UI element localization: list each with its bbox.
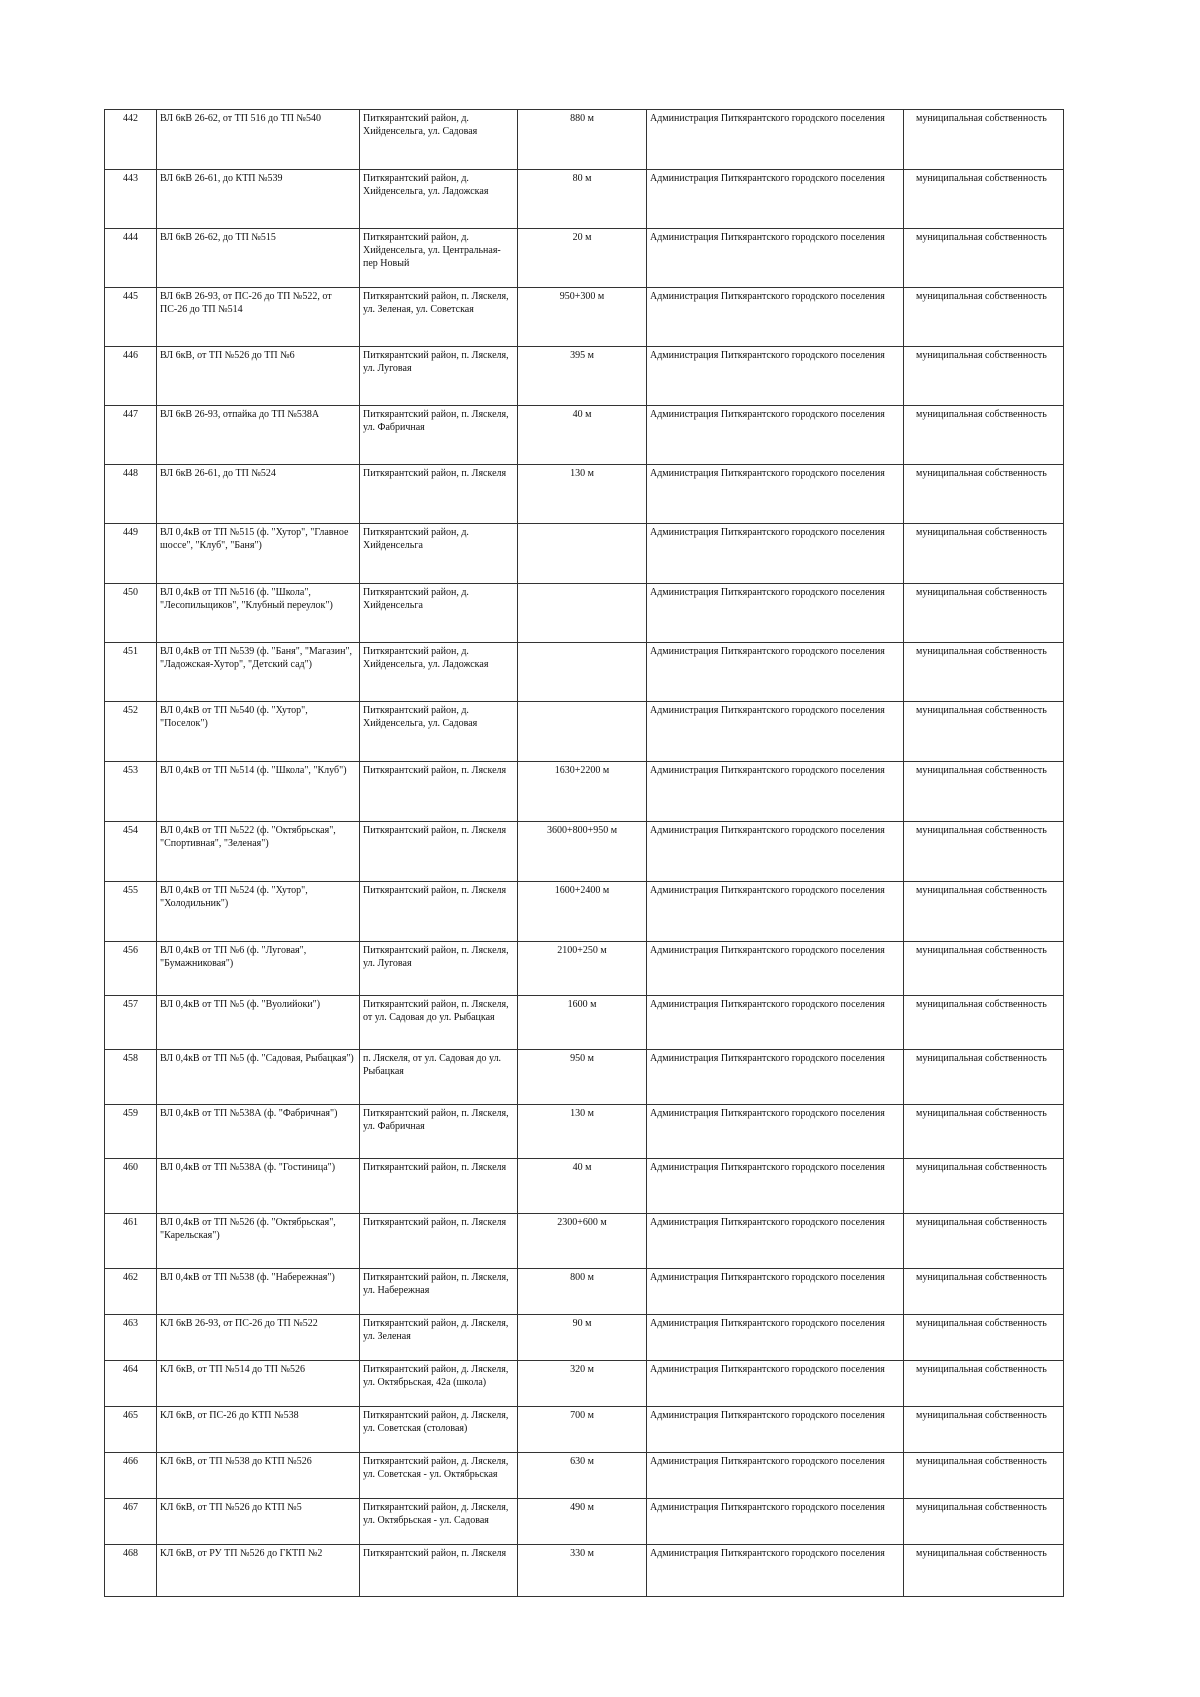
- cell-address: Питкярантский район, п. Ляскеля: [360, 822, 518, 882]
- cell-name: ВЛ 0,4кВ от ТП №538 (ф. "Набережная"): [157, 1269, 360, 1315]
- cell-length: 3600+800+950 м: [518, 822, 647, 882]
- cell-owner: Администрация Питкярантского городского поселения: [647, 288, 904, 347]
- table-row: [105, 229, 1064, 288]
- cell-name: КЛ 6кВ, от РУ ТП №526 до ГКТП №2: [157, 1545, 360, 1597]
- cell-owner: Администрация Питкярантского городского поселения: [647, 1214, 904, 1269]
- cell-address: Питкярантский район, п. Ляскеля, ул. Зеленая, ул. Советская: [360, 288, 518, 347]
- cell-length: 1630+2200 м: [518, 762, 647, 822]
- cell-right: муниципальная собственность: [904, 1050, 1064, 1105]
- cell-name: ВЛ 0,4кВ от ТП №5 (ф. "Садовая, Рыбацкая"): [157, 1050, 360, 1105]
- cell-length: [518, 584, 647, 643]
- cell-name: КЛ 6кВ, от ТП №538 до КТП №526: [157, 1453, 360, 1499]
- cell-address: Питкярантский район, п. Ляскеля, ул. Луговая: [360, 942, 518, 996]
- cell-name: ВЛ 0,4кВ от ТП №538А (ф. "Фабричная"): [157, 1105, 360, 1159]
- cell-name: КЛ 6кВ 26-93, от ПС-26 до ТП №522: [157, 1315, 360, 1361]
- table-row: [105, 996, 1064, 1050]
- cell-right: муниципальная собственность: [904, 584, 1064, 643]
- cell-length: 130 м: [518, 465, 647, 524]
- cell-num: 449: [105, 524, 157, 584]
- cell-length: 80 м: [518, 170, 647, 229]
- cell-address: Питкярантский район, п. Ляскеля, ул. Набережная: [360, 1269, 518, 1315]
- cell-num: 454: [105, 822, 157, 882]
- table-row: [105, 1269, 1064, 1315]
- cell-address: Питкярантский район, п. Ляскеля, от ул. Садовая до ул. Рыбацкая: [360, 996, 518, 1050]
- table-row: [105, 1499, 1064, 1545]
- cell-right: муниципальная собственность: [904, 110, 1064, 170]
- table-row: [105, 288, 1064, 347]
- cell-length: 40 м: [518, 406, 647, 465]
- cell-right: муниципальная собственность: [904, 1361, 1064, 1407]
- table-row: [105, 1214, 1064, 1269]
- cell-address: Питкярантский район, д. Хийденсельга, ул. Ладожская: [360, 643, 518, 702]
- cell-num: 446: [105, 347, 157, 406]
- cell-num: 450: [105, 584, 157, 643]
- cell-length: 1600+2400 м: [518, 882, 647, 942]
- cell-name: ВЛ 0,4кВ от ТП №516 (ф. "Школа", "Лесопильщиков", "Клубный переулок"): [157, 584, 360, 643]
- cell-length: 40 м: [518, 1159, 647, 1214]
- cell-num: 445: [105, 288, 157, 347]
- table-row: [105, 882, 1064, 942]
- table-row: [105, 1361, 1064, 1407]
- cell-length: 800 м: [518, 1269, 647, 1315]
- cell-owner: Администрация Питкярантского городского поселения: [647, 1545, 904, 1597]
- cell-address: Питкярантский район, д. Ляскеля, ул. Зеленая: [360, 1315, 518, 1361]
- cell-length: 2100+250 м: [518, 942, 647, 996]
- cell-owner: Администрация Питкярантского городского поселения: [647, 1315, 904, 1361]
- table-row: [105, 1105, 1064, 1159]
- cell-num: 459: [105, 1105, 157, 1159]
- cell-num: 462: [105, 1269, 157, 1315]
- cell-address: Питкярантский район, д. Хийденсельга, ул. Центральная-пер Новый: [360, 229, 518, 288]
- cell-owner: Администрация Питкярантского городского поселения: [647, 1453, 904, 1499]
- cell-address: Питкярантский район, д. Ляскеля, ул. Октябрьская - ул. Садовая: [360, 1499, 518, 1545]
- cell-num: 456: [105, 942, 157, 996]
- cell-name: ВЛ 0,4кВ от ТП №540 (ф. "Хутор", "Поселок"): [157, 702, 360, 762]
- cell-length: [518, 524, 647, 584]
- cell-length: 950 м: [518, 1050, 647, 1105]
- cell-name: ВЛ 0,4кВ от ТП №539 (ф. "Баня", "Магазин", "Ладожская-Хутор", "Детский сад"): [157, 643, 360, 702]
- table-row: [105, 643, 1064, 702]
- cell-name: ВЛ 0,4кВ от ТП №515 (ф. "Хутор", "Главное шоссе", "Клуб", "Баня"): [157, 524, 360, 584]
- cell-owner: Администрация Питкярантского городского поселения: [647, 942, 904, 996]
- table-row: [105, 702, 1064, 762]
- cell-name: КЛ 6кВ, от ПС-26 до КТП №538: [157, 1407, 360, 1453]
- cell-owner: Администрация Питкярантского городского поселения: [647, 465, 904, 524]
- cell-right: муниципальная собственность: [904, 702, 1064, 762]
- cell-num: 458: [105, 1050, 157, 1105]
- table-row: [105, 1453, 1064, 1499]
- cell-name: ВЛ 6кВ 26-61, до ТП №524: [157, 465, 360, 524]
- registry-table: [104, 109, 1064, 1597]
- cell-length: 1600 м: [518, 996, 647, 1050]
- cell-num: 468: [105, 1545, 157, 1597]
- cell-address: Питкярантский район, п. Ляскеля, ул. Луговая: [360, 347, 518, 406]
- cell-num: 453: [105, 762, 157, 822]
- table-row: [105, 762, 1064, 822]
- cell-owner: Администрация Питкярантского городского поселения: [647, 1407, 904, 1453]
- cell-address: Питкярантский район, п. Ляскеля: [360, 882, 518, 942]
- cell-length: 950+300 м: [518, 288, 647, 347]
- cell-owner: Администрация Питкярантского городского поселения: [647, 524, 904, 584]
- cell-num: 443: [105, 170, 157, 229]
- cell-length: [518, 643, 647, 702]
- cell-address: Питкярантский район, д. Хийденсельга: [360, 584, 518, 643]
- cell-right: муниципальная собственность: [904, 1315, 1064, 1361]
- table-row: [105, 170, 1064, 229]
- cell-right: муниципальная собственность: [904, 347, 1064, 406]
- cell-num: 463: [105, 1315, 157, 1361]
- table-row: [105, 1407, 1064, 1453]
- cell-num: 452: [105, 702, 157, 762]
- cell-name: ВЛ 6кВ, от ТП №526 до ТП №6: [157, 347, 360, 406]
- cell-right: муниципальная собственность: [904, 1269, 1064, 1315]
- cell-num: 467: [105, 1499, 157, 1545]
- cell-owner: Администрация Питкярантского городского поселения: [647, 229, 904, 288]
- cell-address: Питкярантский район, д. Хийденсельга, ул. Садовая: [360, 110, 518, 170]
- cell-length: [518, 702, 647, 762]
- cell-name: КЛ 6кВ, от ТП №526 до КТП №5: [157, 1499, 360, 1545]
- cell-owner: Администрация Питкярантского городского поселения: [647, 110, 904, 170]
- cell-name: ВЛ 0,4кВ от ТП №526 (ф. "Октябрьская", "Карельская"): [157, 1214, 360, 1269]
- cell-num: 442: [105, 110, 157, 170]
- cell-right: муниципальная собственность: [904, 942, 1064, 996]
- cell-length: 395 м: [518, 347, 647, 406]
- cell-owner: Администрация Питкярантского городского поселения: [647, 762, 904, 822]
- cell-owner: Администрация Питкярантского городского поселения: [647, 1105, 904, 1159]
- cell-address: Питкярантский район, д. Ляскеля, ул. Советская - ул. Октябрьская: [360, 1453, 518, 1499]
- cell-owner: Администрация Питкярантского городского поселения: [647, 1361, 904, 1407]
- cell-length: 90 м: [518, 1315, 647, 1361]
- cell-address: Питкярантский район, п. Ляскеля: [360, 1214, 518, 1269]
- cell-name: ВЛ 0,4кВ от ТП №524 (ф. "Хутор", "Холодильник"): [157, 882, 360, 942]
- cell-right: муниципальная собственность: [904, 406, 1064, 465]
- cell-owner: Администрация Питкярантского городского поселения: [647, 406, 904, 465]
- cell-num: 465: [105, 1407, 157, 1453]
- registry-body: [105, 110, 1064, 1597]
- cell-owner: Администрация Питкярантского городского поселения: [647, 996, 904, 1050]
- cell-num: 466: [105, 1453, 157, 1499]
- cell-address: Питкярантский район, п. Ляскеля: [360, 1545, 518, 1597]
- cell-owner: Администрация Питкярантского городского поселения: [647, 643, 904, 702]
- cell-name: ВЛ 6кВ 26-93, от ПС-26 до ТП №522, от ПС-26 до ТП №514: [157, 288, 360, 347]
- cell-num: 455: [105, 882, 157, 942]
- cell-name: ВЛ 6кВ 26-61, до КТП №539: [157, 170, 360, 229]
- cell-name: ВЛ 0,4кВ от ТП №538А (ф. "Гостиница"): [157, 1159, 360, 1214]
- cell-right: муниципальная собственность: [904, 1407, 1064, 1453]
- table-row: [105, 1050, 1064, 1105]
- table-row: [105, 942, 1064, 996]
- cell-num: 461: [105, 1214, 157, 1269]
- cell-right: муниципальная собственность: [904, 1453, 1064, 1499]
- cell-right: муниципальная собственность: [904, 762, 1064, 822]
- cell-right: муниципальная собственность: [904, 288, 1064, 347]
- cell-right: муниципальная собственность: [904, 1159, 1064, 1214]
- cell-name: ВЛ 6кВ 26-93, отпайка до ТП №538А: [157, 406, 360, 465]
- cell-right: муниципальная собственность: [904, 1545, 1064, 1597]
- cell-length: 630 м: [518, 1453, 647, 1499]
- cell-address: Питкярантский район, д. Хийденсельга, ул. Садовая: [360, 702, 518, 762]
- cell-address: Питкярантский район, д. Хийденсельга: [360, 524, 518, 584]
- cell-owner: Администрация Питкярантского городского поселения: [647, 1159, 904, 1214]
- cell-name: ВЛ 0,4кВ от ТП №514 (ф. "Школа", "Клуб"): [157, 762, 360, 822]
- cell-address: Питкярантский район, п. Ляскеля, ул. Фабричная: [360, 1105, 518, 1159]
- cell-right: муниципальная собственность: [904, 822, 1064, 882]
- table-row: [105, 110, 1064, 170]
- cell-num: 464: [105, 1361, 157, 1407]
- cell-right: муниципальная собственность: [904, 1214, 1064, 1269]
- cell-right: муниципальная собственность: [904, 996, 1064, 1050]
- cell-name: ВЛ 0,4кВ от ТП №5 (ф. "Вуолийоки"): [157, 996, 360, 1050]
- cell-length: 490 м: [518, 1499, 647, 1545]
- cell-num: 447: [105, 406, 157, 465]
- cell-num: 448: [105, 465, 157, 524]
- cell-address: Питкярантский район, д. Ляскеля, ул. Октябрьская, 42а (школа): [360, 1361, 518, 1407]
- cell-length: 130 м: [518, 1105, 647, 1159]
- cell-name: ВЛ 0,4кВ от ТП №6 (ф. "Луговая", "Бумажниковая"): [157, 942, 360, 996]
- cell-right: муниципальная собственность: [904, 229, 1064, 288]
- table-row: [105, 822, 1064, 882]
- table-row: [105, 524, 1064, 584]
- cell-owner: Администрация Питкярантского городского поселения: [647, 702, 904, 762]
- cell-length: 880 м: [518, 110, 647, 170]
- cell-length: 2300+600 м: [518, 1214, 647, 1269]
- cell-length: 330 м: [518, 1545, 647, 1597]
- cell-num: 457: [105, 996, 157, 1050]
- cell-address: Питкярантский район, п. Ляскеля: [360, 1159, 518, 1214]
- table-row: [105, 1545, 1064, 1597]
- cell-name: ВЛ 0,4кВ от ТП №522 (ф. "Октябрьская", "Спортивная", "Зеленая"): [157, 822, 360, 882]
- cell-owner: Администрация Питкярантского городского поселения: [647, 822, 904, 882]
- cell-right: муниципальная собственность: [904, 465, 1064, 524]
- cell-num: 451: [105, 643, 157, 702]
- cell-num: 460: [105, 1159, 157, 1214]
- table-row: [105, 1159, 1064, 1214]
- cell-num: 444: [105, 229, 157, 288]
- cell-address: Питкярантский район, п. Ляскеля: [360, 762, 518, 822]
- cell-owner: Администрация Питкярантского городского поселения: [647, 1050, 904, 1105]
- cell-owner: Администрация Питкярантского городского поселения: [647, 347, 904, 406]
- cell-owner: Администрация Питкярантского городского поселения: [647, 882, 904, 942]
- cell-right: муниципальная собственность: [904, 643, 1064, 702]
- cell-name: КЛ 6кВ, от ТП №514 до ТП №526: [157, 1361, 360, 1407]
- cell-name: ВЛ 6кВ 26-62, до ТП №515: [157, 229, 360, 288]
- table-row: [105, 347, 1064, 406]
- cell-owner: Администрация Питкярантского городского поселения: [647, 1499, 904, 1545]
- cell-name: ВЛ 6кВ 26-62, от ТП 516 до ТП №540: [157, 110, 360, 170]
- cell-length: 700 м: [518, 1407, 647, 1453]
- table-row: [105, 584, 1064, 643]
- cell-address: Питкярантский район, п. Ляскеля: [360, 465, 518, 524]
- table-row: [105, 1315, 1064, 1361]
- cell-address: п. Ляскеля, от ул. Садовая до ул. Рыбацкая: [360, 1050, 518, 1105]
- cell-owner: Администрация Питкярантского городского поселения: [647, 584, 904, 643]
- cell-right: муниципальная собственность: [904, 170, 1064, 229]
- cell-right: муниципальная собственность: [904, 882, 1064, 942]
- cell-right: муниципальная собственность: [904, 524, 1064, 584]
- cell-length: 20 м: [518, 229, 647, 288]
- cell-address: Питкярантский район, д. Хийденсельга, ул. Ладожская: [360, 170, 518, 229]
- cell-owner: Администрация Питкярантского городского поселения: [647, 170, 904, 229]
- cell-owner: Администрация Питкярантского городского поселения: [647, 1269, 904, 1315]
- table-row: [105, 406, 1064, 465]
- cell-address: Питкярантский район, п. Ляскеля, ул. Фабричная: [360, 406, 518, 465]
- cell-right: муниципальная собственность: [904, 1105, 1064, 1159]
- cell-length: 320 м: [518, 1361, 647, 1407]
- cell-right: муниципальная собственность: [904, 1499, 1064, 1545]
- cell-address: Питкярантский район, д. Ляскеля, ул. Советская (столовая): [360, 1407, 518, 1453]
- table-row: [105, 465, 1064, 524]
